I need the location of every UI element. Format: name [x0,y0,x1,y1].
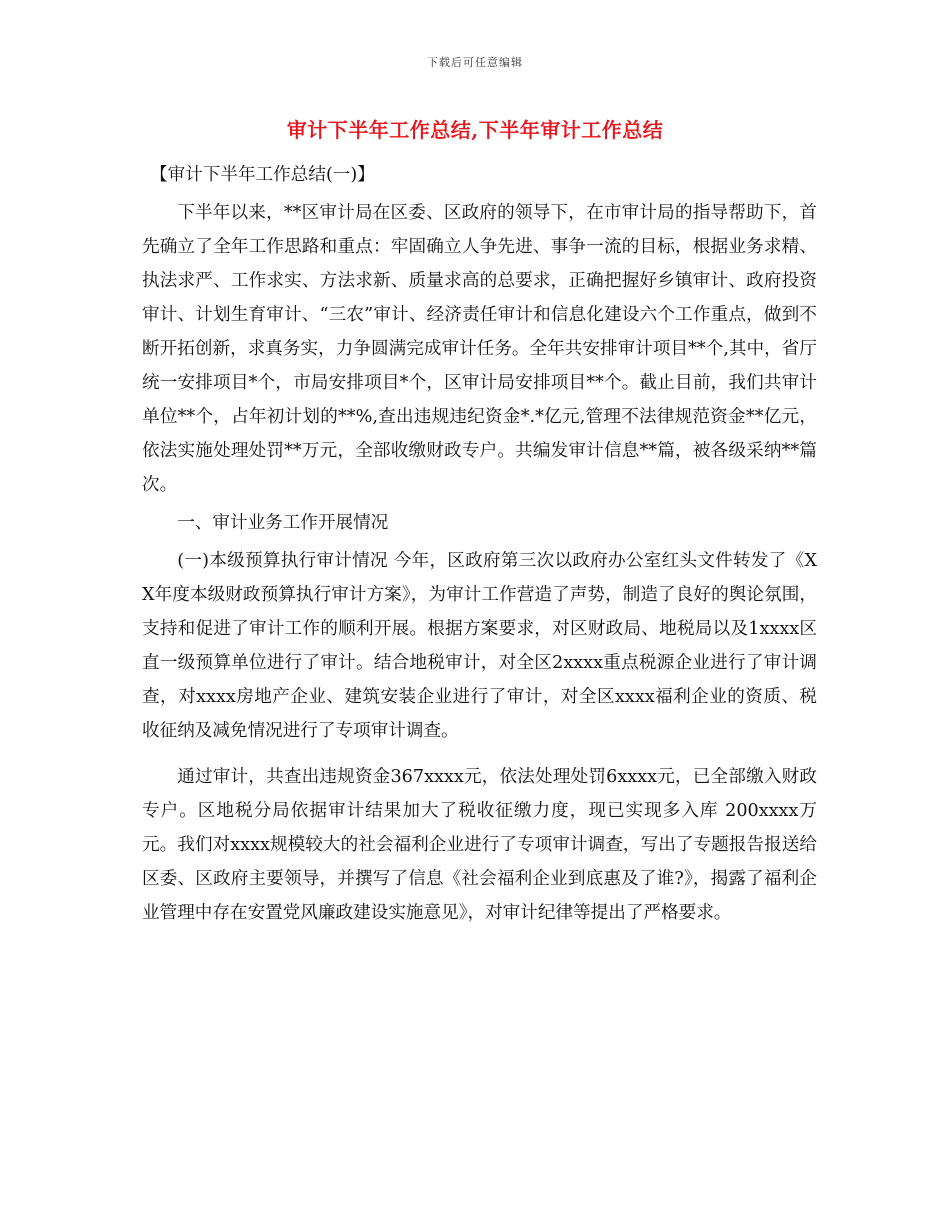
header-note: 下载后可任意编辑 [427,56,523,69]
section-heading: 【审计下半年工作总结(一)】 [150,165,375,185]
paragraph-subheading: 一、审计业务工作开展情况 [177,513,389,533]
paragraph-audit-results: 通过审计，共查出违规资金367xxxx元，依法处理处罚6xxxx元，已全部缴入财政专户。区地税分局依据审计结果加大了税收征缴力度，现已实现多入库 200xxxx万元。我们对xxxx规模较大的社会福利企业进行了专项审计调查，写出了专题报告报送给区委、区政府主要领导，并撰写了信息《社会福利企业到底惠及了谁?》，揭露了福利企业管理中存在安置党风廉政建设实施意见》，对审计纪律等提出了严格要求。 [142,767,817,923]
document-body [142,158,817,930]
document-title: 审计下半年工作总结,下半年审计工作总结 [286,118,664,142]
paragraph-budget-audit: (一)本级预算执行审计情况 今年，区政府第三次以政府办公室红头文件转发了《XX年度本级财政预算执行审计方案》，为审计工作营造了声势，制造了良好的舆论氛围，支持和促进了审计工作的顺利开展。根据方案要求，对区财政局、地税局以及1xxxx区直一级预算单位进行了审计。结合地税审计，对全区2xxxx重点税源企业进行了审计调查，对xxxx房地产企业、建筑安装企业进行了审计，对全区xxxx福利企业的资质、税收征纳及减免情况进行了专项审计调查。 [142,551,817,741]
paragraph-intro: 下半年以来，**区审计局在区委、区政府的领导下，在市审计局的指导帮助下，首先确立了全年工作思路和重点：牢固确立人争先进、事争一流的目标，根据业务求精、执法求严、工作求实、方法求新、质量求高的总要求，正确把握好乡镇审计、政府投资审计、计划生育审计、“三农”审计、经济责任审计和信息化建设六个工作重点，做到不断开拓创新，求真务实，力争圆满完成审计任务。全年共安排审计项目**个,其中，省厅统一安排项目*个，市局安排项目*个，区审计局安排项目**个。截止目前，我们共审计单位**个，占年初计划的**%,查出违规违纪资金*.*亿元,管理不法律规范资金**亿元，依法实施处理处罚**万元，全部收缴财政专户。共编发审计信息**篇，被各级采纳**篇次。 [142,203,817,495]
